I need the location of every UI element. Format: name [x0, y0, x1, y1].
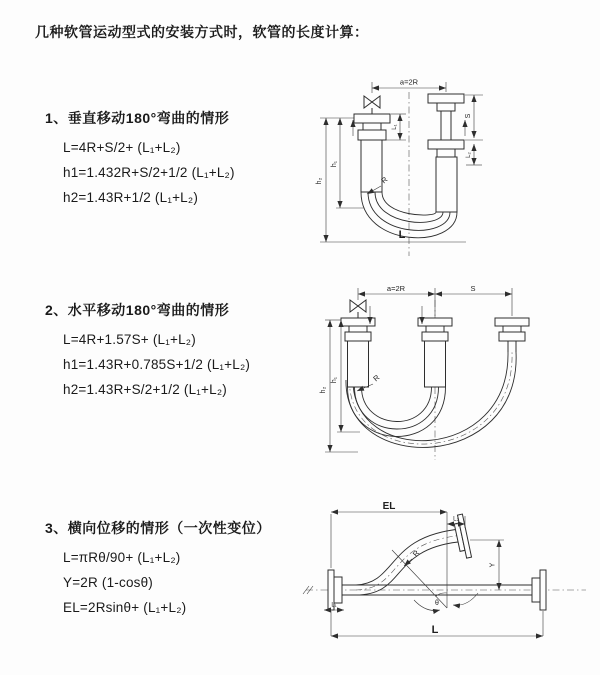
dimension-s: [435, 284, 512, 294]
dimension-a2r: [358, 284, 512, 316]
section-1-heading: 1、垂直移动180°弯曲的情形: [45, 110, 230, 126]
braided-hose-section: [436, 157, 457, 212]
section-3-heading: 3、横向位移的情形（一次性变位）: [45, 520, 271, 536]
diagram-vertical-180-bend: [300, 66, 590, 261]
left-pipe-flange: [341, 318, 375, 387]
formula-line: h1=1.432R+S/2+1/2 (L₁+L₂): [63, 165, 235, 180]
dimension-y: [470, 540, 504, 590]
middle-pipe-flange: [418, 318, 452, 387]
document-title: 几种软管运动型式的安装方式时，软管的长度计算：: [35, 24, 369, 40]
right-pipe-flange: [495, 318, 529, 352]
dim-label-h1: h₁: [331, 376, 338, 384]
dim-label-r: R: [379, 174, 390, 186]
braided-hose-section: [348, 341, 369, 387]
formula-line: L=4R+S/2+ (L₁+L₂): [63, 140, 181, 155]
diagram-lateral-displacement: [294, 498, 596, 650]
dim-label-theta: θ: [435, 600, 439, 607]
dim-label-l2: L₂: [466, 152, 472, 158]
right-pipe-flanges: [428, 94, 464, 212]
diagram-horizontal-180-bend: [300, 280, 595, 465]
travel-arrows: [370, 306, 422, 324]
dim-label-s: S: [465, 113, 472, 119]
formula-line: h1=1.43R+0.785S+1/2 (L₁+L₂): [63, 357, 251, 372]
formula-line: Y=2R (1-cosθ): [63, 575, 154, 590]
dimension-s: [465, 95, 483, 140]
formula-line: h2=1.43R+1/2 (L₁+L₂): [63, 190, 199, 205]
formula-line: h2=1.43R+S/2+1/2 (L₁+L₂): [63, 382, 227, 397]
dim-label-r: R: [371, 372, 382, 384]
dim-label-l1: L₁: [392, 124, 398, 130]
dim-label-r: R: [410, 548, 422, 559]
dim-label-a2r: a=2R: [399, 77, 419, 87]
dim-label-l-total: L: [431, 624, 439, 636]
section-1: [45, 108, 235, 210]
formula-line: L=4R+1.57S+ (L₁+L₂): [63, 332, 196, 347]
dim-label-h1: h₁: [331, 160, 338, 168]
dimension-l: [331, 611, 543, 636]
section-2: [45, 300, 250, 402]
hose-curves-initial: [348, 387, 446, 437]
dim-label-a2r: a=2R: [386, 284, 406, 293]
valve-icon: [364, 96, 380, 114]
dimension-l2: [466, 144, 482, 165]
dim-label-h2: h₂: [316, 177, 323, 185]
formula-line: L=πRθ/90+ (L₁+L₂): [63, 550, 181, 565]
dim-label-l2: L₂: [453, 516, 459, 523]
radius-callout: [404, 548, 422, 566]
dimension-el: [331, 501, 447, 608]
dim-label-h2: h₂: [320, 386, 327, 394]
dimension-a2r: [372, 78, 446, 94]
dim-label-l-total: L: [398, 229, 406, 241]
formula-line: EL=2Rsinθ+ (L₁+L₂): [63, 600, 187, 615]
dim-label-l1: L₁: [331, 602, 337, 609]
right-flange: [532, 570, 546, 610]
braided-hose-section: [361, 140, 382, 192]
section-3: [45, 518, 271, 620]
dim-label-y: Y: [489, 562, 497, 568]
dim-label-el: EL: [382, 501, 396, 512]
section-2-heading: 2、水平移动180°弯曲的情形: [45, 302, 230, 318]
angle-construction: [392, 550, 478, 611]
dim-label-s: S: [470, 284, 476, 293]
braided-hose-section: [425, 341, 446, 387]
valve-icon: [350, 300, 366, 318]
